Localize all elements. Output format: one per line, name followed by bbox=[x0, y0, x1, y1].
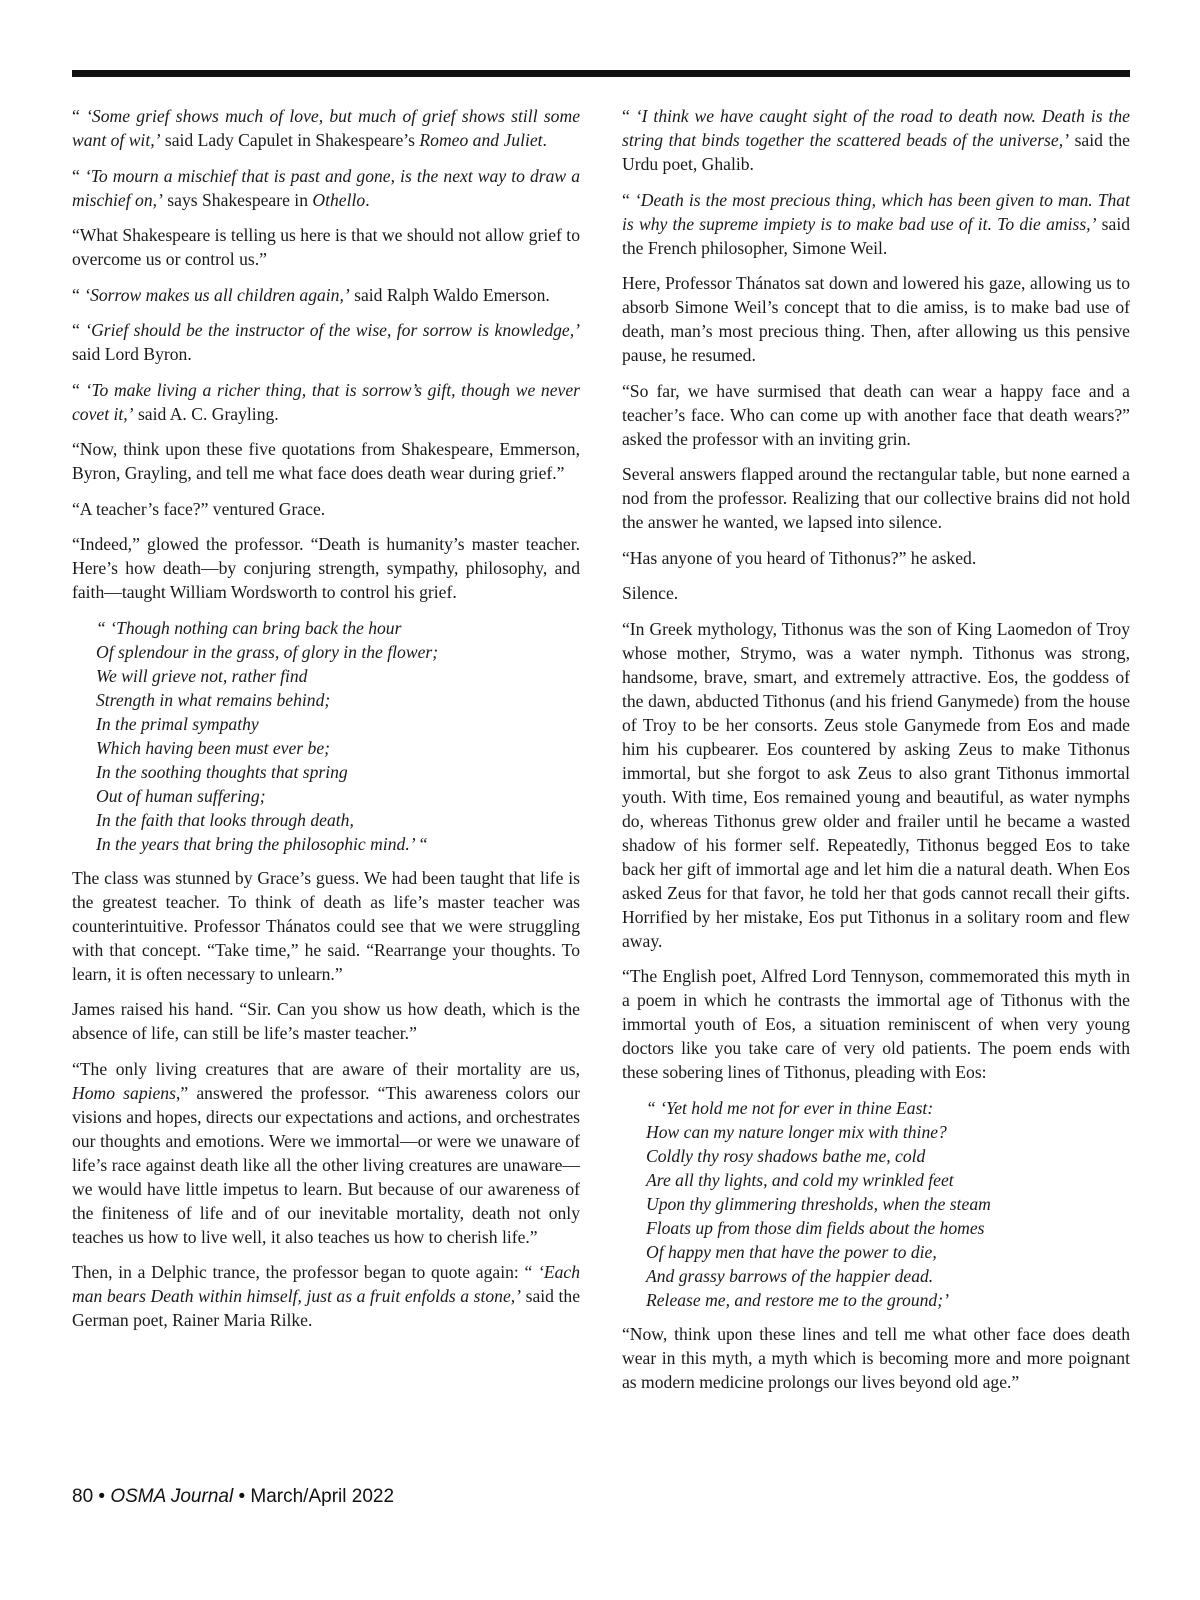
paragraph: “The English poet, Alfred Lord Tennyson, commemorated this myth in a poem in which he contrasts the immortal age of Tithonus with the immortal youth of Eos, a situation reminiscent of when very young doctors like you take care of very old patients. The poem ends with these sobering lines of Tithonus, pleading with Eos: bbox=[622, 966, 1130, 1082]
paragraph: “In Greek mythology, Tithonus was the son of King Laomedon of Troy whose mother, Strymo, was a water nymph. Tithonus was strong, handsome, brave, smart, and extremely attractive. Eos, the goddess of the dawn, abducted Tithonus (and his friend Ganymede) from the house of Troy to be her consorts. Zeus stole Ganymede from Eos and made him his cupbearer. Eos countered by asking Zeus to make Tithonus immortal, but she forgot to ask Zeus to also grant Tithonus immortal youth. With time, Eos remained young and beautiful, as water nymphs do, whereas Tithonus grew older and frailer until he became a wasted shadow of his former self. Repeatedly, Tithonus begged Eos to take back her gift of immortal age and let him die a natural death. When Eos asked Zeus for that favor, he told her that gods cannot recall their gifts. Horrified by her mistake, Eos put Tithonus in a solitary room and flew away. bbox=[622, 618, 1130, 951]
paragraph: Here, Professor Thánatos sat down and lowered his gaze, allowing us to absorb Simone Weil’s concept that to die amiss, is to make bad use of death, man’s most precious thing. Then, after allowing us this pensive pause, he resumed. bbox=[622, 273, 1130, 365]
paragraph: “ ‘I think we have caught sight of the road to death now. Death is the string that binds together the scattered beads of the universe,’ said the Urdu poet, Ghalib. bbox=[622, 106, 1130, 174]
paragraph: “So far, we have surmised that death can wear a happy face and a teacher’s face. Who can come up with another face that death wears?” asked the professor with an inviting grin. bbox=[622, 380, 1130, 449]
paragraph: “Now, think upon these lines and tell me what other face does death wear in this myth, a myth which is becoming more and more poignant as modern medicine prolongs our lives beyond old age.” bbox=[622, 1323, 1130, 1392]
wordsworth-poem bbox=[96, 616, 580, 856]
paragraph: “ ‘Grief should be the instructor of the wise, for sorrow is knowledge,’ said Lord Byron. bbox=[72, 320, 581, 364]
page-footer bbox=[72, 1486, 394, 1508]
poem-line: Upon thy glimmering thresholds, when the steam bbox=[646, 1193, 991, 1214]
paragraph: James raised his hand. “Sir. Can you show us how death, which is the absence of life, can still be life’s master teacher.” bbox=[72, 999, 580, 1043]
left-column bbox=[72, 104, 580, 1344]
paragraph: “What Shakespeare is telling us here is that we should not allow grief to overcome us or control us.” bbox=[72, 225, 580, 269]
poem-line: In the faith that looks through death, bbox=[96, 809, 354, 830]
paragraph: “ ‘Death is the most precious thing, which has been given to man. That is why the supreme impiety is to make bad use of it. To die amiss,’ said the French philosopher, Simone Weil. bbox=[622, 189, 1130, 258]
paragraph: “Indeed,” glowed the professor. “Death is humanity’s master teacher. Here’s how death—by conjuring strength, sympathy, philosophy, and faith—taught William Wordsworth to control his grief. bbox=[72, 534, 580, 602]
poem-line: We will grieve not, rather find bbox=[96, 665, 308, 686]
paragraph: “ ‘Some grief shows much of love, but much of grief shows still some want of wit,’ said Lady Capulet in Shakespeare’s Romeo and Juliet. bbox=[72, 106, 580, 150]
paragraph: “Now, think upon these five quotations from Shakespeare, Emmerson, Byron, Grayling, and tell me what face does death wear during grief.” bbox=[72, 439, 580, 483]
paragraph: Then, in a Delphic trance, the professor began to quote again: “ ‘Each man bears Death within himself, just as a fruit enfolds a stone,’ said the German poet, Rainer Maria Rilke. bbox=[72, 1262, 580, 1330]
poem-line: Out of human suffering; bbox=[96, 785, 266, 806]
paragraph: “ ‘To make living a richer thing, that is sorrow’s gift, though we never covet it,’ said A. C. Grayling. bbox=[72, 379, 580, 424]
poem-line: Of splendour in the grass, of glory in the flower; bbox=[96, 641, 439, 662]
paragraph: “Has anyone of you heard of Tithonus?” he asked. bbox=[622, 547, 977, 568]
poem-line: In the years that bring the philosophic mind.’ “ bbox=[96, 833, 428, 854]
issue-date: • March/April 2022 bbox=[233, 1486, 395, 1507]
poem-line: Floats up from those dim fields about the homes bbox=[646, 1217, 985, 1238]
paragraph: Silence. bbox=[622, 583, 679, 603]
poem-line: How can my nature longer mix with thine? bbox=[646, 1121, 947, 1142]
poem-line: In the soothing thoughts that spring bbox=[96, 761, 348, 782]
tennyson-poem bbox=[646, 1096, 1130, 1312]
page-number: 80 • bbox=[72, 1486, 111, 1507]
poem-line: “ ‘Though nothing can bring back the hour bbox=[96, 617, 402, 638]
poem-line: Which having been must ever be; bbox=[96, 737, 331, 758]
poem-line: And grassy barrows of the happier dead. bbox=[646, 1265, 934, 1286]
paragraph: “A teacher’s face?” ventured Grace. bbox=[72, 498, 326, 519]
paragraph: The class was stunned by Grace’s guess. We had been taught that life is the greatest teacher. To think of death as life’s master teacher was counterintuitive. Professor Thánatos could see that we were struggling with that concept. “Take time,” he said. “Rearrange your thoughts. To learn, it is often necessary to unlearn.” bbox=[72, 867, 580, 984]
poem-line: Release me, and restore me to the ground;’ bbox=[646, 1289, 949, 1310]
poem-line: Are all thy lights, and cold my wrinkled feet bbox=[646, 1169, 954, 1190]
poem-line: “ ‘Yet hold me not for ever in thine East: bbox=[646, 1097, 934, 1118]
journal-name: OSMA Journal bbox=[110, 1486, 234, 1507]
poem-line: Coldly thy rosy shadows bathe me, cold bbox=[646, 1145, 926, 1166]
poem-line: Strength in what remains behind; bbox=[96, 689, 331, 710]
paragraph: “The only living creatures that are aware of their mortality are us, Homo sapiens,” answered the professor. “This awareness colors our visions and hopes, directs our expectations and actions, and orchestrates our thoughts and emotions. Were we immortal—or were we unaware of life’s race against death like all the other living creatures are unaware—we would have little impetus to learn. But because of our awareness of the finiteness of life and of our inevitable mortality, death not only teaches us how to live well, it also teaches us how to cherish life.” bbox=[72, 1058, 581, 1247]
paragraph: “ ‘To mourn a mischief that is past and gone, is the next way to draw a mischief on,’ says Shakespeare in Othello. bbox=[72, 165, 580, 210]
paragraph: “ ‘Sorrow makes us all children again,’ said Ralph Waldo Emerson. bbox=[72, 284, 550, 305]
paragraph: Several answers flapped around the rectangular table, but none earned a nod from the professor. Realizing that our collective brains did not hold the answer he wanted, we lapsed into silence. bbox=[622, 464, 1130, 532]
poem-line: In the primal sympathy bbox=[96, 713, 259, 734]
right-column bbox=[622, 104, 1130, 1405]
poem-line: Of happy men that have the power to die, bbox=[646, 1241, 937, 1262]
top-rule bbox=[72, 70, 1130, 77]
